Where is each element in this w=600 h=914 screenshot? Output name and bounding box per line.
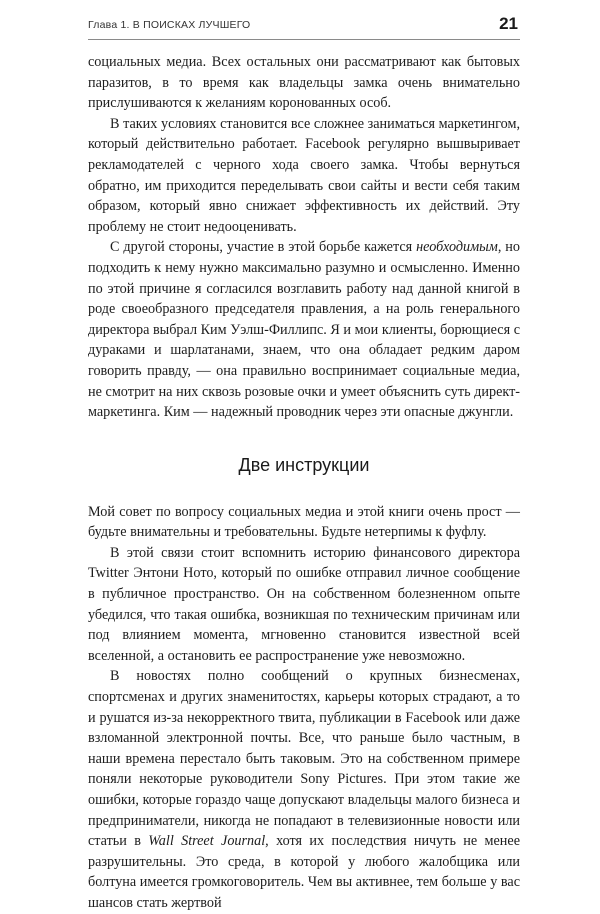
paragraph-6 xyxy=(88,666,520,913)
paragraph-3-text-end: , но подходить к нему нужно максимально разумно и осмысленно. Именно по этой причине я согласился возглавить работу над данной книгой в роде своеобразного председателя правления, а на роль генерального директора выбрал Ким Уэлш-Филлипс. Я и мои клиенты, борющиеся с дураками и шарлатанами, знаем, что она обладает редким даром говорить правду, — она правильно воспринимает социальные медиа, не смотрит на них сквозь розовые очки и умеет объяснить суть директ-маркетинга. Ким — надежный проводник через эти опасные джунгли. xyxy=(88,239,520,421)
paragraph-6-text-end: , хотя их последствия ничуть не менее разрушительны. Это среда, в которой у любого жалобщика или болтуна имеется громкоговоритель. Чем вы активнее, тем больше у вас шансов стать жертвой xyxy=(88,833,520,911)
page-number: 21 xyxy=(499,14,518,33)
paragraph-2: В таких условиях становится все сложнее заниматься маркетингом, который действительно работает. Facebook регулярно вышвыривает рекламодателей с черного хода своего замка. Чтобы вернуться обратно, им приходится переделывать свои сайты и вести себя таким образом, который явно снижает эффективность их действий. Эту проблему не стоит недооценивать. xyxy=(88,115,520,235)
paragraph-3-text-start: С другой стороны, участие в этой борьбе кажется xyxy=(110,239,417,256)
paragraph-6-text-start: В новостях полно сообщений о крупных бизнесменах, спортсменах и других знаменитостях, карьеры которых страдают, а то и рушатся из-за некорректного твита, публикации в Facebook или даже взломанной электронной почты. Все, что раньше было частным, в наши времена перестало быть таковым. Это на собственном примере поняли некоторые руководители Sony Pictures. При этом такие же ошибки, которые гораздо чаще допускают владельцы малого бизнеса и предприниматели, никогда не попадают в телевизионные новости или статьи в xyxy=(88,668,520,850)
running-head: Глава 1. В ПОИСКАХ ЛУЧШЕГО xyxy=(88,19,251,31)
page-body xyxy=(88,52,520,914)
paragraph-3-emphasis: необходимым xyxy=(416,239,498,256)
paragraph-3 xyxy=(88,237,520,422)
section-title: Две инструкции xyxy=(238,454,370,475)
page-header xyxy=(88,15,520,40)
paragraph-6-emphasis: Wall Street Journal xyxy=(148,833,266,850)
paragraph-5: В этой связи стоит вспомнить историю финансового директора Twitter Энтони Ното, который по ошибке отправил личное сообщение в публичное пространство. Он на собственном болезненном опыте убедился, что такая ошибка, возникшая по техническим причинам или под влиянием момента, мгновенно становится известной всей вселенной, а остановить ее распространение уже невозможно. xyxy=(88,544,520,664)
paragraph-4: Мой совет по вопросу социальных медиа и этой книги очень прост — будьте внимательны и требовательны. Будьте нетерпимы к фуфлу. xyxy=(88,503,520,541)
paragraph-1: социальных медиа. Всех остальных они рассматривают как бытовых паразитов, в то время как владельцы замка очень внимательно прислушиваются к желаниям коронованных особ. xyxy=(88,54,520,112)
